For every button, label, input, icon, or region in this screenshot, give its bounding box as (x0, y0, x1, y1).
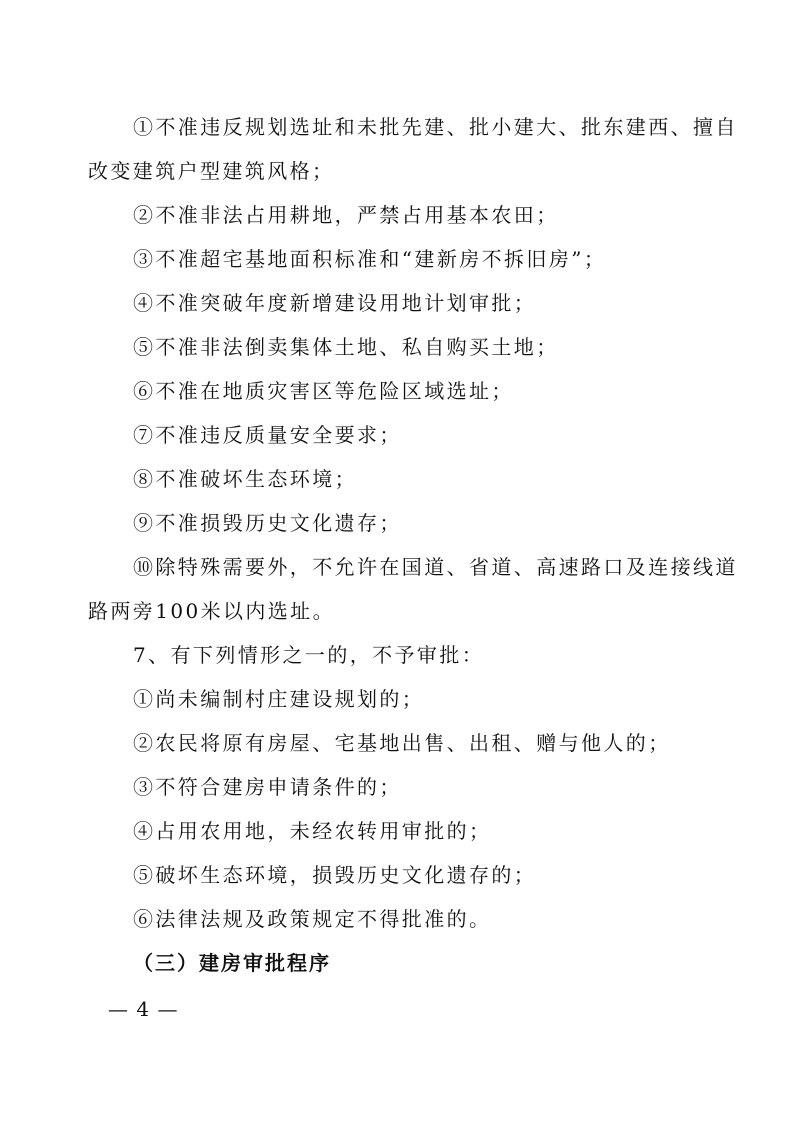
page-number: — 4 — (108, 997, 179, 1021)
section-7-item: ⑤破坏生态环境，损毁历史文化遗存的； (133, 863, 537, 887)
section-7-title: 7、有下列情形之一的，不予审批： (133, 643, 485, 667)
section-7-item: ⑥法律法规及政策规定不得批准的。 (133, 907, 492, 931)
section-7-item: ①尚未编制村庄建设规划的； (133, 687, 425, 711)
rule-2: ②不准非法占用耕地，严禁占用基本农田； (133, 203, 559, 227)
section-heading: （三）建房审批程序 (133, 951, 331, 975)
rule-3: ③不准超宅基地面积标准和“建新房不拆旧房”； (133, 247, 607, 271)
rule-9: ⑨不准损毁历史文化遗存； (133, 511, 402, 535)
rule-1-line-2: 改变建筑户型建筑风格； (88, 159, 335, 183)
rule-6: ⑥不准在地质灾害区等危险区域选址； (133, 379, 514, 403)
section-7-item: ③不符合建房申请条件的； (133, 775, 402, 799)
rule-5: ⑤不准非法倒卖集体土地、私自购买土地； (133, 335, 559, 359)
section-7-item: ④占用农用地，未经农转用审批的； (133, 819, 492, 843)
rule-4: ④不准突破年度新增建设用地计划审批； (133, 291, 537, 315)
rule-10-line-1: ⑩除特殊需要外，不允许在国道、省道、高速路口及连接线道 (133, 555, 738, 579)
section-7-item: ②农民将原有房屋、宅基地出售、出租、赠与他人的； (133, 731, 671, 755)
rule-8: ⑧不准破坏生态环境； (133, 467, 357, 491)
rule-7: ⑦不准违反质量安全要求； (133, 423, 402, 447)
rule-10-line-2: 路两旁100米以内选址。 (88, 599, 335, 623)
rule-1-line-1: ①不准违反规划选址和未批先建、批小建大、批东建西、擅自 (133, 115, 738, 139)
